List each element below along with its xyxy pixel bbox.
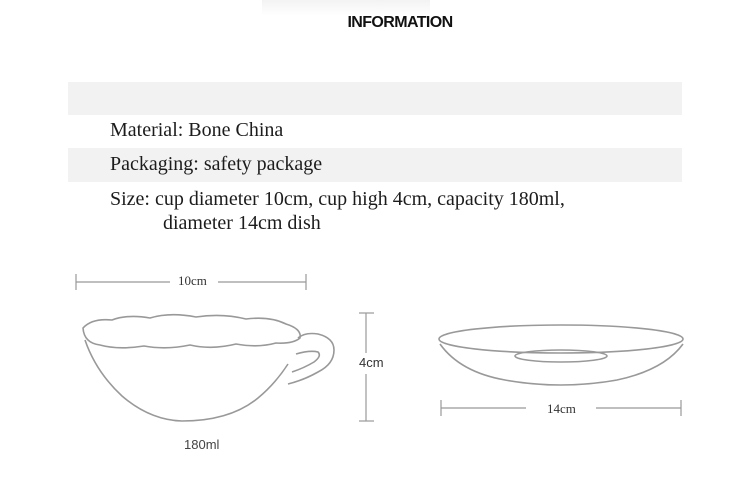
dish-illustration [439, 325, 683, 385]
dish-width-label: 14cm [547, 401, 576, 416]
cup-width-label: 10cm [178, 273, 207, 288]
size-text-line1: Size: cup diameter 10cm, cup high 4cm, capacity 180ml, [110, 188, 565, 210]
page-title: INFORMATION [347, 14, 453, 31]
cup-illustration [83, 315, 334, 421]
capacity-label: 180ml [184, 437, 220, 452]
packaging-text: Packaging: safety package [110, 153, 323, 175]
cup-height-label: 4cm [359, 355, 384, 370]
material-text: Material: Bone China [110, 119, 284, 141]
size-text-line2: diameter 14cm dish [163, 212, 321, 234]
